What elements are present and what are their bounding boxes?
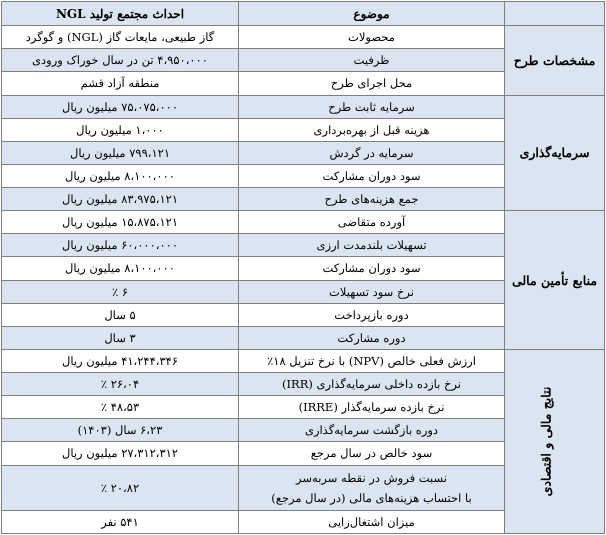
row-value: ۴۸،۵۳ ٪ <box>2 396 239 419</box>
row-value: ۲۰،۸۲ ٪ <box>2 465 239 510</box>
row-topic: سرمایه ثابت طرح <box>239 95 505 118</box>
table-row <box>2 95 605 118</box>
row-topic-line-2: با احتساب هزینه‌های مالی (در سال مرجع) <box>271 490 472 505</box>
row-value: گاز طبیعی، مایعات گاز (NGL) و گوگرد <box>2 26 239 49</box>
row-topic: تسهیلات بلندمدت ارزی <box>239 234 505 257</box>
header-row <box>2 2 605 26</box>
row-value: ۵ سال <box>2 303 239 326</box>
row-topic: آورده متقاضی <box>239 211 505 234</box>
group-label-financing: منابع تأمین مالی <box>505 211 605 350</box>
row-topic: سود خالص در سال مرجع <box>239 442 505 465</box>
row-topic: میزان اشتغال‌زایی <box>239 510 505 533</box>
project-summary-table <box>1 1 605 534</box>
row-value: ۲۶،۰۴ ٪ <box>2 373 239 396</box>
row-topic: محصولات <box>239 26 505 49</box>
row-value: ۴،۹۵۰،۰۰۰ تن در سال خوراک ورودی <box>2 49 239 72</box>
group-label-results-text: نتایج مالی و اقتصادی <box>538 386 554 497</box>
group-label-project-specs: مشخصات طرح <box>505 26 605 95</box>
row-value: ۶،۲۳ سال (۱۴۰۳) <box>2 419 239 442</box>
row-topic: سرمایه در گردش <box>239 141 505 164</box>
row-value: ۲۷،۳۱۲،۳۱۲ میلیون ریال <box>2 442 239 465</box>
table-row <box>2 211 605 234</box>
row-topic: ارزش فعلی خالص (NPV) با نرخ تنزیل ۱۸٪ <box>239 349 505 372</box>
row-topic: ظرفیت <box>239 49 505 72</box>
row-topic: نرخ بازده سرمایه‌گذار (IRRE) <box>239 396 505 419</box>
row-topic: سود دوران مشارکت <box>239 257 505 280</box>
row-value: منطقه آزاد قشم <box>2 72 239 95</box>
row-value: ۷۵،۰۷۵،۰۰۰ میلیون ریال <box>2 95 239 118</box>
group-label-results <box>505 349 605 533</box>
row-topic: دوره بازپرداخت <box>239 303 505 326</box>
row-value: ۵۴۱ نفر <box>2 510 239 533</box>
row-value: ۷۹۹،۱۲۱ میلیون ریال <box>2 141 239 164</box>
row-value: ۴۱،۲۴۴،۳۴۶ میلیون ریال <box>2 349 239 372</box>
row-topic: نرخ سود تسهیلات <box>239 280 505 303</box>
group-label-investment: سرمایه‌گذاری <box>505 95 605 211</box>
row-topic: جمع هزینه‌های طرح <box>239 188 505 211</box>
row-topic: هزینه قبل از بهره‌برداری <box>239 118 505 141</box>
row-topic: دوره مشارکت <box>239 326 505 349</box>
row-topic: محل اجرای طرح <box>239 72 505 95</box>
row-value: ۶ ٪ <box>2 280 239 303</box>
row-topic <box>239 465 505 510</box>
header-topic: موضوع <box>239 2 505 26</box>
header-group-cell <box>505 2 605 26</box>
row-topic: سود دوران مشارکت <box>239 164 505 187</box>
header-value: احداث مجتمع تولید NGL <box>2 2 239 26</box>
table-row <box>2 349 605 372</box>
row-topic: نرخ بازده داخلی سرمایه‌گذاری (IRR) <box>239 373 505 396</box>
row-topic: دوره بازگشت سرمایه‌گذاری <box>239 419 505 442</box>
row-topic-line-1: نسبت فروش در نقطه سربه‌سر <box>296 470 447 485</box>
row-value: ۸،۱۰۰،۰۰۰ میلیون ریال <box>2 164 239 187</box>
row-value: ۸۳،۹۷۵،۱۲۱ میلیون ریال <box>2 188 239 211</box>
row-value: ۸،۱۰۰،۰۰۰ میلیون ریال <box>2 257 239 280</box>
row-value: ۱،۰۰۰ میلیون ریال <box>2 118 239 141</box>
row-value: ۶۰،۰۰۰،۰۰۰ میلیون ریال <box>2 234 239 257</box>
table-row <box>2 26 605 49</box>
row-value: ۳ سال <box>2 326 239 349</box>
row-value: ۱۵،۸۷۵،۱۲۱ میلیون ریال <box>2 211 239 234</box>
